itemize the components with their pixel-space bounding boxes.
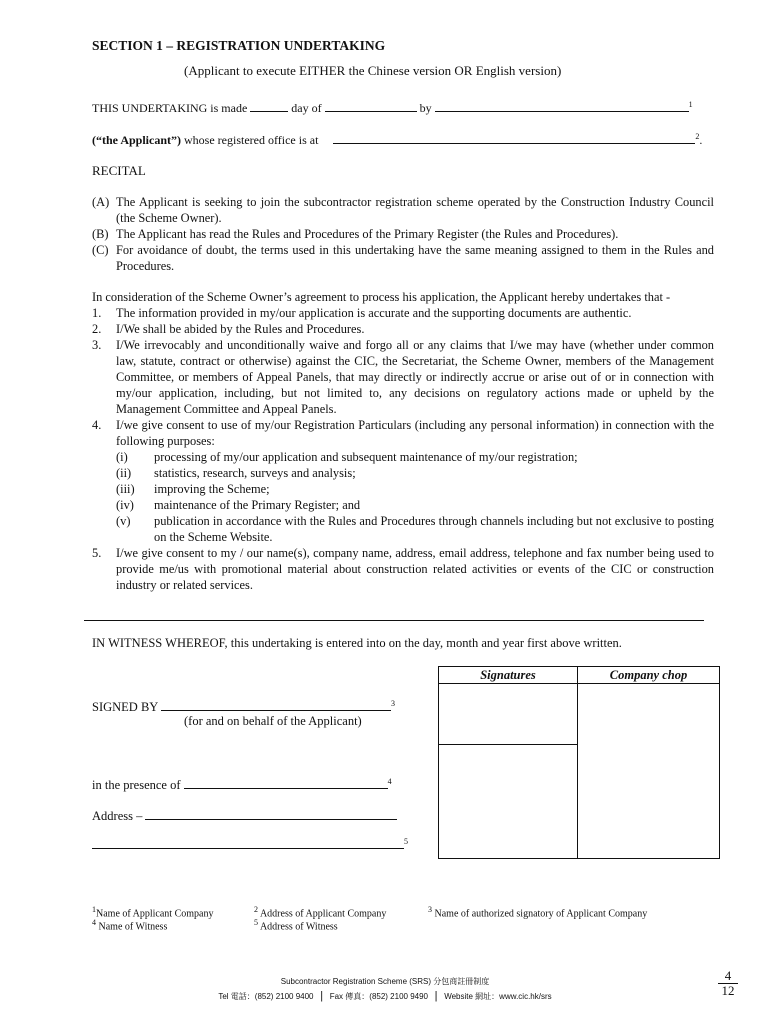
day-blank [250,99,288,112]
purpose-item-iv [92,497,714,513]
signature-box-witness[interactable] [439,745,578,859]
on-behalf-text: (for and on behalf of the Applicant) [184,714,362,728]
undertaking-item-4 [92,417,714,449]
purpose-item-ii [92,465,714,481]
company-chop-header: Company chop [578,667,720,684]
day-of-text: day of [291,101,322,115]
purpose-label: (i) [116,450,128,464]
item-label: 1. [92,306,102,320]
item-text: I/we give consent to my / our name(s), company name, address, email address, telephone and fax number being used to provide me/us with promotional material about construction related activities or events of the CIC or construction industry or related services. [116,546,714,592]
footnote-5 [254,918,338,932]
recital-text: The Applicant has read the Rules and Procedures of the Primary Register (the Rules and Procedures). [116,227,619,241]
footnote-ref-1: 1 [688,100,693,109]
undertaking-text: THIS UNDERTAKING is made [92,101,248,115]
footnote-number: 4 [92,918,96,927]
footnote-ref-2: 2 [695,132,700,141]
month-blank [325,99,417,112]
purpose-label: (iv) [116,498,134,512]
section-title: SECTION 1 – REGISTRATION UNDERTAKING [92,38,386,53]
purpose-label: (iii) [116,482,135,496]
purpose-label: (ii) [116,466,132,480]
footer-separator: | [320,990,324,1002]
footnote-ref-5: 5 [404,837,408,846]
footnote-text: Name of authorized signatory of Applicant Company [434,908,648,920]
purpose-text: maintenance of the Primary Register; and [154,498,361,512]
page-total: 12 [721,983,735,998]
signatory-name-blank[interactable] [161,698,391,711]
footer-separator: | [434,990,438,1002]
footnote-ref-4: 4 [387,776,392,786]
footnote-number: 3 [428,905,432,914]
period: . [699,133,703,147]
item-label: 5. [92,546,102,560]
recital-label: (A) [92,195,110,209]
witness-address-blank-1[interactable] [145,807,397,820]
by-text: by [419,101,432,115]
item-text: The information provided in my/our application is accurate and the supporting documents are authentic. [116,306,632,320]
item-text: I/We shall be abided by the Rules and Procedures. [116,322,365,336]
footnote-text: Address of Applicant Company [259,908,387,920]
recital-label: (C) [92,243,109,257]
undertaking-line [92,99,693,116]
presence-label: in the presence of [92,778,181,792]
footnote-ref-3: 3 [390,698,395,708]
applicant-defined-term: (“the Applicant”) [92,133,182,147]
recital-c [92,242,714,274]
recital-label: (B) [92,227,109,241]
item-text: I/We irrevocably and unconditionally waive and forgo all or any claims that I/we may have (whether under common law, statute, contract or otherwise) against the CIC, the Secretariat, the Scheme Owner, members of the Management Committee, or members of Appeal Panels, that may directly or indirectly accrue or arise out of or in connection with my/our application, including, but not limited to, any decisions on regulatory actions made or upheld by the Management Committee and Appeal Panels. [116,338,714,416]
footer-tel: Tel 電話：(852) 2100 9400 [218,992,314,1001]
purpose-item-i [92,449,714,465]
signature-box-signatory[interactable] [439,684,578,745]
undertakings-block [92,289,714,593]
registered-office-text: whose registered office is at [181,133,319,147]
footnote-text: Name of Applicant Company [96,908,214,920]
undertaking-item-1 [92,305,714,321]
recital-b [92,226,714,242]
undertaking-item-2 [92,321,714,337]
signed-by-label: SIGNED BY [92,700,158,714]
purpose-label: (v) [116,514,131,528]
footnote-number: 5 [254,918,258,927]
company-chop-box[interactable] [578,684,720,859]
undertaking-item-5 [92,545,714,593]
purpose-item-v [92,513,714,545]
purpose-text: improving the Scheme; [154,482,270,496]
footnote-text: Name of Witness [98,921,168,933]
page-current: 4 [718,969,738,984]
address-line-2 [92,836,408,853]
recital-text: The Applicant is seeking to join the subcontractor registration scheme operated by the Construction Industry Council (the Scheme Owner). [116,195,714,225]
applicant-line [92,131,702,148]
section-subtitle: (Applicant to execute EITHER the Chinese version OR English version) [184,63,562,78]
section-divider [84,620,704,621]
item-text: I/we give consent to use of my/our Registration Particulars (including any personal information) in connection with the following purposes: [116,418,714,448]
recital-text: For avoidance of doubt, the terms used in this undertaking have the same meaning assigned to them in the Rules and Procedures. [116,243,714,273]
recital-a [92,194,714,226]
witness-name-blank[interactable] [184,776,388,789]
purpose-text: statistics, research, surveys and analysis; [154,466,356,480]
address-line [92,807,397,824]
item-label: 2. [92,322,102,336]
undertaking-item-3 [92,337,714,417]
signatures-header: Signatures [439,667,578,684]
item-label: 4. [92,418,102,432]
consideration-intro: In consideration of the Scheme Owner’s agreement to process his application, the Applicant hereby undertakes that - [92,290,671,304]
footer-website[interactable]: Website 網址：www.cic.hk/srs [444,992,552,1001]
witness-statement: IN WITNESS WHEREOF, this undertaking is entered into on the day, month and year first above written. [92,636,622,650]
purpose-text: publication in accordance with the Rules and Procedures through channels including but not exclusive to posting on the Scheme Website. [154,514,714,544]
footnote-number: 1 [92,905,96,914]
purpose-text: processing of my/our application and subsequent maintenance of my/our registration; [154,450,578,464]
footnote-4 [92,918,167,932]
signed-by-line [92,698,395,715]
footnote-3 [428,905,647,919]
applicant-name-blank [435,99,689,112]
purpose-item-iii [92,481,714,497]
witness-address-blank-2[interactable] [92,836,404,849]
recitals-list [92,194,714,274]
presence-line [92,776,392,793]
recital-heading: RECITAL [92,163,146,178]
page-number [718,969,738,998]
footer-contact [0,990,770,1002]
footnote-number: 2 [254,905,258,914]
footer-fax: Fax 傳真：(852) 2100 9490 [329,992,428,1001]
footer-scheme-name: Subcontractor Registration Scheme (SRS) 分包商註冊制度 [280,977,490,986]
signature-table [438,666,720,859]
footnote-text: Address of Witness [259,921,338,933]
registered-office-blank [333,131,695,144]
item-label: 3. [92,338,102,352]
address-label: Address – [92,809,143,823]
